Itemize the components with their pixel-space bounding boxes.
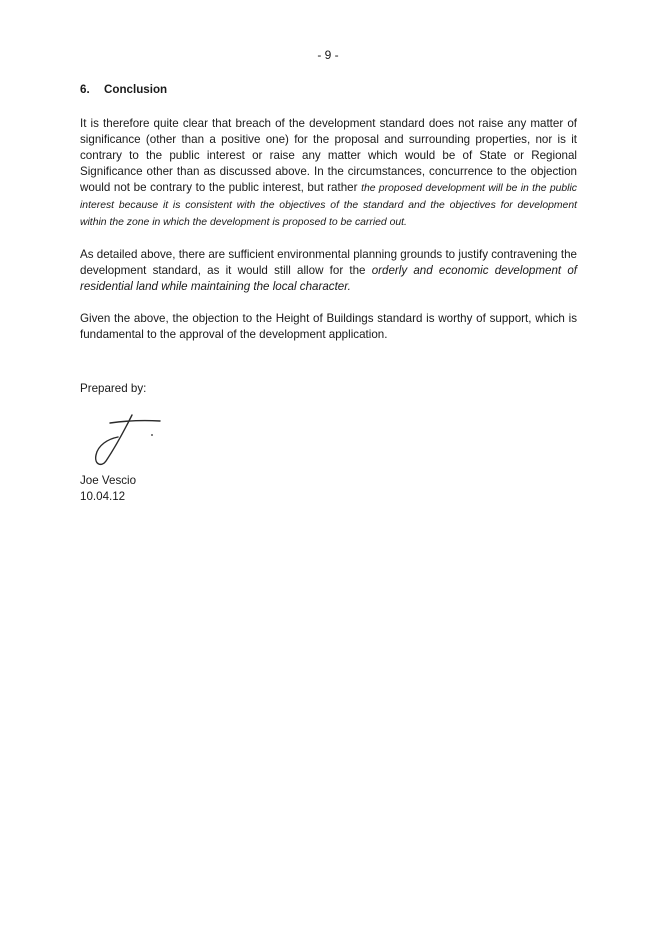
document-content: [80, 82, 577, 505]
paragraph-2: [80, 247, 577, 295]
section-title: Conclusion: [104, 83, 168, 96]
section-number: 6.: [80, 83, 90, 96]
signer-name: Joe Vescio: [80, 474, 137, 487]
signature-dot: [151, 434, 153, 436]
paragraph-2-italic: orderly and economic development of residential land while maintaining the local character.: [80, 264, 577, 293]
paragraph-1: [80, 116, 577, 231]
signature-image: [84, 403, 174, 473]
paragraph-1-text: It is therefore quite clear that breach of the development standard does not raise any matter of significance (other than a positive one) for the proposal and surrounding properties, nor is it contrary to the public interest or raise any matter which would be of State or Regional Significance other than as discussed above. In the circumstances, concurrence to the objection would not be contrary to the public interest, but rather: [80, 117, 577, 194]
paragraph-3: Given the above, the objection to the Height of Buildings standard is worthy of support, which is fundamental to the approval of the development application.: [80, 312, 577, 341]
paragraph-1-italic: the proposed development will be in the public interest because it is consistent with the objectives of the standard and the objectives for development within the zone in which the development is proposed to be carried out.: [80, 183, 577, 228]
paragraph-2-text: As detailed above, there are sufficient environmental planning grounds to justify contravening the development standard, as it would still allow for the: [80, 248, 577, 277]
prepared-by-label: Prepared by:: [80, 382, 147, 395]
page-number: - 9 -: [317, 48, 339, 62]
section-heading: [80, 82, 577, 98]
signature-stroke: [110, 421, 160, 423]
signed-date: 10.04.12: [80, 490, 126, 503]
